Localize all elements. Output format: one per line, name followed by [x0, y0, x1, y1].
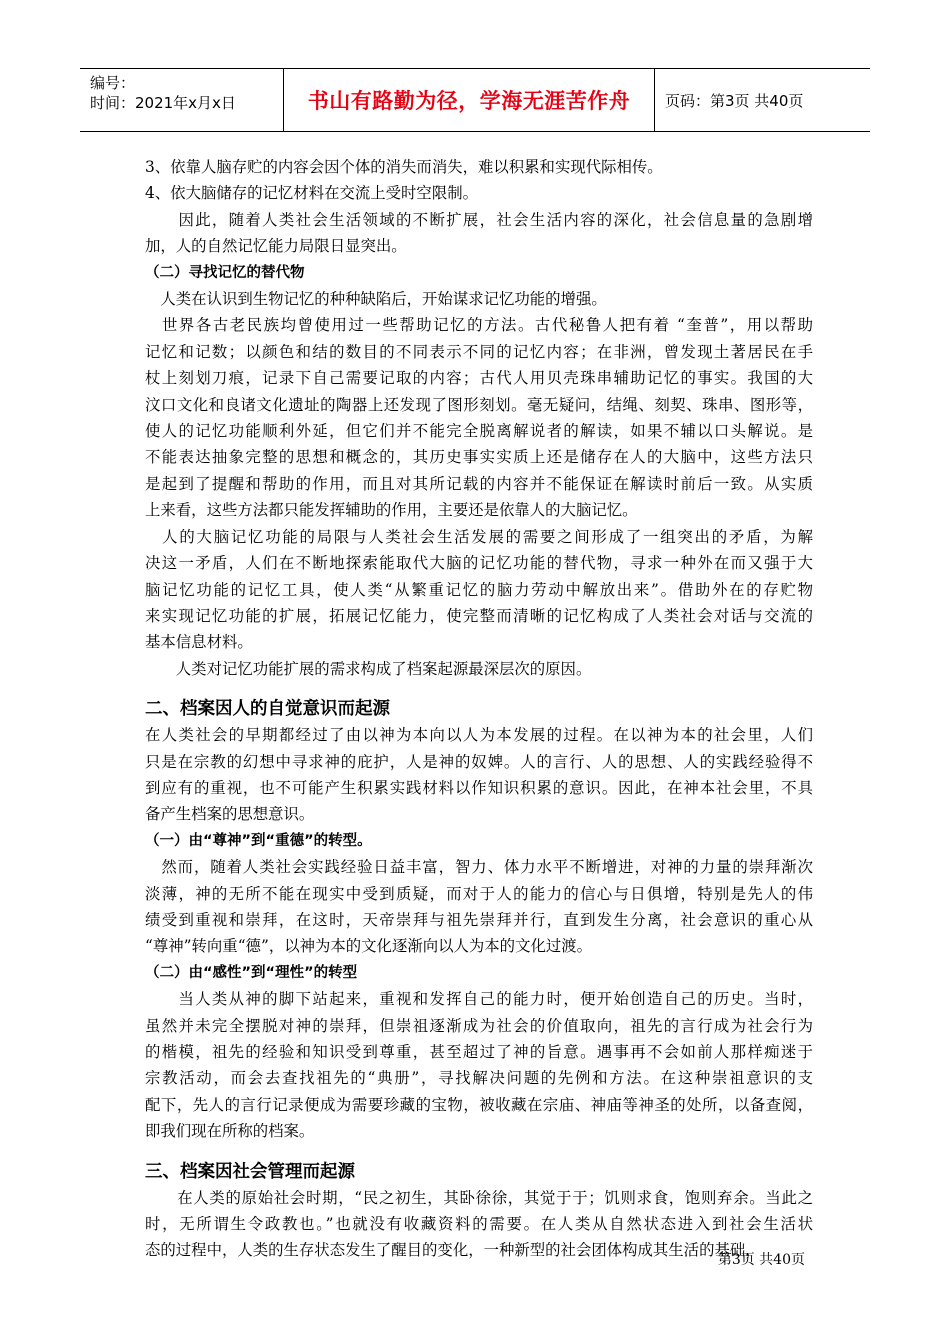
- paragraph: [145, 207, 813, 260]
- paragraph: [145, 524, 813, 656]
- text-line: 决这一矛盾，人们在不断地探索能取代大脑的记忆功能的替代物，寻求一种外在而又强于大: [145, 554, 813, 573]
- section-heading: 二、档案因人的自觉意识而起源: [145, 699, 390, 720]
- header-motto: 书山有路勤为径，学海无涯苦作舟: [283, 69, 655, 131]
- text-line: 因此，随着人类社会生活领域的不断扩展，社会生活内容的深化，社会信息量的急剧增: [145, 210, 813, 229]
- text-line: 世界各古老民族均曾使用过一些帮助记忆的方法。古代秘鲁人把有着 “奎普”，用以帮助: [145, 316, 813, 335]
- text-line: 来实现记忆功能的扩展，拓展记忆能力，使完整而清晰的记忆构成了人类社会对话与交流的: [145, 606, 813, 625]
- text-line: 备产生档案的思想意识。: [145, 805, 315, 824]
- text-line: 记忆和记数；以颜色和结的数目的不同表示不同的记忆内容；在非洲，曾发现土著居民在手: [145, 342, 813, 361]
- text-line: 即我们现在所称的档案。: [145, 1122, 315, 1141]
- paragraph: [145, 1185, 813, 1264]
- text-line: 淡薄，神的无所不能在现实中受到质疑，而对于人的能力的信心与日俱增，特别是先人的伟: [145, 884, 813, 903]
- text-line: 3、依靠人脑存贮的内容会因个体的消失而消失，难以积累和实现代际相传。: [145, 158, 663, 176]
- text-line: 上来看，这些方法都只能发挥辅助的作用，主要还是依靠人的大脑记忆。: [145, 501, 638, 520]
- text-line: “尊神”转向重“德”，以神为本的文化逐渐向以人为本的文化过渡。: [145, 937, 593, 956]
- text-line: 时，无所谓生令政教也。”也就没有收藏资料的需要。在人类从自然状态进入到社会生活状: [145, 1215, 813, 1234]
- text-line: 加，人的自然记忆能力局限日显突出。: [145, 237, 407, 256]
- page-footer: 第3页 共40页: [717, 1252, 805, 1268]
- text-line: 4、依大脑储存的记忆材料在交流上受时空限制。: [145, 184, 478, 203]
- text-line: 人类对记忆功能扩展的需求构成了档案起源最深层次的原因。: [145, 659, 592, 678]
- text-line: 脑记忆功能的记忆工具，使人类“从繁重记忆的脑力劳动中解放出来”。借助外在的存贮物: [145, 580, 813, 599]
- text-line: 人的大脑记忆功能的局限与人类社会生活发展的需要之间形成了一组突出的矛盾，为解: [145, 527, 813, 546]
- subsection-heading: （二）寻找记忆的替代物: [145, 264, 305, 281]
- text-line: 是起到了提醒和帮助的作用，而且对其所记载的内容并不能保证在解读时前后一致。从实质: [145, 474, 813, 493]
- text-line: 宗教活动，而会去查找祖先的“典册”，寻找解决问题的先例和方法。在这种崇祖意识的支: [145, 1069, 813, 1088]
- text-line: 人类在认识到生物记忆的种种缺陷后，开始谋求记忆功能的增强。: [145, 290, 607, 309]
- text-line: 使人的记忆功能顺利外延，但它们并不能完全脱离解说者的解读，如果不辅以口头解说。是: [145, 422, 813, 441]
- text-line: 基本信息材料。: [145, 633, 253, 652]
- text-line: 杖上刻划刀痕，记录下自己需要记取的内容；古代人用贝壳珠串辅助记忆的事实。我国的大: [145, 369, 813, 388]
- header-number-label: 编号：: [90, 74, 136, 92]
- paragraph: [145, 312, 813, 523]
- text-line: 态的过程中，人类的生存状态发生了醒目的变化，一种新型的社会团体构成其生活的基础，: [145, 1241, 761, 1260]
- paragraph: [145, 286, 813, 312]
- header-page-info: 页码：第3页 共40页: [665, 91, 804, 110]
- text-line: 虽然并未完全摆脱对神的崇拜，但崇祖逐渐成为社会的价值取向，祖先的言行成为社会行为: [145, 1016, 813, 1035]
- paragraph: [145, 656, 813, 682]
- text-line: 在人类社会的早期都经过了由以神为本向以人为本发展的过程。在以神为本的社会里，人们: [145, 726, 813, 745]
- paragraph: [145, 854, 813, 960]
- text-line: 配下，先人的言行记录便成为需要珍藏的宝物，被收藏在宗庙、神庙等神圣的处所，以备查阅，: [145, 1095, 813, 1114]
- section-heading: 三、档案因社会管理而起源: [145, 1161, 355, 1182]
- header-date-label: 时间：2021年x月x日: [90, 94, 236, 112]
- header-meta: [80, 69, 283, 131]
- text-line: 的楷模，祖先的经验和知识受到尊重，甚至超过了神的旨意。遇事再不会如前人那样痴迷于: [145, 1043, 813, 1061]
- paragraph: [145, 722, 813, 828]
- text-line: 汶口文化和良诸文化遗址的陶器上还发现了图形刻划。毫无疑问，结绳、刻契、珠串、图形等，: [145, 395, 813, 414]
- paragraph: [145, 180, 813, 206]
- text-line: 到应有的重视，也不可能产生积累实践材料以作知识积累的意识。因此，在神本社会里，不具: [145, 778, 813, 797]
- text-line: 不能表达抽象完整的思想和概念的，其历史事实实质上还是储存在人的大脑中，这些方法只: [145, 448, 813, 467]
- paragraph: [145, 986, 813, 1144]
- text-line: 然而，随着人类社会实践经验日益丰富，智力、体力水平不断增进，对神的力量的崇拜渐次: [145, 858, 813, 877]
- text-line: 在人类的原始社会时期，“民之初生，其卧徐徐，其觉于于；饥则求食，饱则弃余。当此之: [145, 1188, 813, 1207]
- page-header: [80, 68, 870, 132]
- paragraph: [145, 154, 813, 180]
- document-body: [145, 154, 813, 1264]
- text-line: 只是在宗教的幻想中寻求神的庇护，人是神的奴婢。人的言行、人的思想、人的实践经验得不: [145, 752, 813, 771]
- subsection-heading: （二）由“感性”到“理性”的转型: [145, 964, 358, 981]
- subsection-heading: （一）由“尊神”到“重德”的转型。: [145, 832, 372, 849]
- text-line: 绩受到重视和崇拜，在这时，天帝崇拜与祖先崇拜并行，直到发生分离，社会意识的重心从: [145, 910, 813, 929]
- text-line: 当人类从神的脚下站起来，重视和发挥自己的能力时，便开始创造自己的历史。当时，: [145, 990, 813, 1009]
